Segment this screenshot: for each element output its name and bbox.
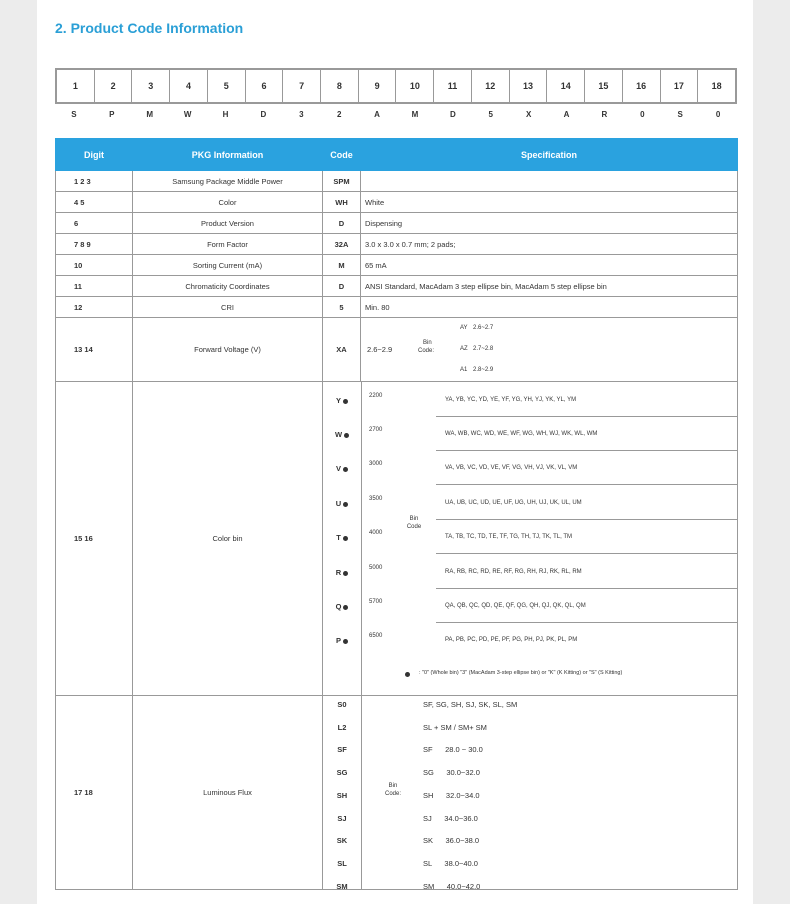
code-cell: M bbox=[323, 255, 361, 276]
luminous-flux-row bbox=[56, 696, 738, 890]
digit-index-cell: 2 bbox=[95, 70, 133, 102]
code-letter-cell: W bbox=[183, 110, 192, 119]
cb-code-letter: R bbox=[335, 568, 342, 577]
code-letter-cell: 3 bbox=[299, 110, 304, 119]
pkg-cell: Form Factor bbox=[133, 234, 323, 255]
cb-bin-label: Bin bbox=[409, 516, 419, 522]
digit-index-cell: 11 bbox=[434, 70, 472, 102]
lf-code: SG bbox=[336, 768, 348, 778]
cb-bins: WA, WB, WC, WD, WE, WF, WG, WH, WJ, WK, WL, WM bbox=[445, 431, 598, 437]
forward-voltage-row bbox=[56, 318, 738, 382]
header-spec: Specification bbox=[361, 139, 738, 171]
cb-code-letter: W bbox=[334, 430, 343, 439]
code-letter-cell: 0 bbox=[715, 110, 721, 119]
fv-bin-label: Bin bbox=[423, 340, 432, 346]
digit-cell: 17 18 bbox=[56, 696, 133, 890]
fv-bin-value: 2.8~2.9 bbox=[473, 367, 494, 373]
pkg-cell: Chromaticity Coordinates bbox=[133, 276, 323, 297]
table-row bbox=[56, 255, 738, 276]
digit-index-cell: 1 bbox=[57, 70, 95, 102]
pkg-cell: Color bbox=[133, 192, 323, 213]
digit-cell: 4 5 bbox=[56, 192, 133, 213]
spec-cell: 3.0 x 3.0 x 0.7 mm; 2 pads; bbox=[361, 234, 738, 255]
table-row bbox=[56, 297, 738, 318]
code-letter-cell: A bbox=[374, 110, 380, 119]
fv-bin-value: 2.6~2.7 bbox=[473, 325, 494, 331]
code-letter-cell: D bbox=[449, 110, 456, 119]
digit-index-cell: 8 bbox=[321, 70, 359, 102]
digit-cell: 10 bbox=[56, 255, 133, 276]
cb-separator bbox=[436, 416, 738, 417]
spec-cell: White bbox=[361, 192, 738, 213]
code-cell: WH bbox=[323, 192, 361, 213]
lf-code: L2 bbox=[337, 722, 347, 732]
cb-cct: 5700 bbox=[369, 599, 383, 605]
cb-separator bbox=[436, 588, 738, 589]
code-cell: 5 bbox=[323, 297, 361, 318]
cb-separator bbox=[436, 553, 738, 554]
code-letter-cell: P bbox=[109, 110, 115, 119]
pkg-cell: Forward Voltage (V) bbox=[133, 318, 323, 382]
spec-cell bbox=[361, 171, 738, 192]
table-header bbox=[56, 139, 738, 171]
cb-bins: RA, RB, RC, RD, RE, RF, RG, RH, RJ, RK, RL, RM bbox=[445, 569, 582, 575]
lf-bin-label-2: Code: bbox=[384, 791, 401, 797]
cb-cct: 6500 bbox=[369, 633, 383, 639]
code-letter-cell: M bbox=[411, 110, 419, 119]
digit-index-cell: 7 bbox=[283, 70, 321, 102]
lf-code: SM bbox=[336, 881, 348, 891]
digit-index-cell: 15 bbox=[585, 70, 623, 102]
pkg-cell: Luminous Flux bbox=[133, 696, 323, 890]
digit-cell: 12 bbox=[56, 297, 133, 318]
digit-cell: 13 14 bbox=[56, 318, 133, 382]
digit-cell: 15 16 bbox=[56, 382, 133, 696]
cb-cct: 4000 bbox=[369, 530, 383, 536]
table-row bbox=[56, 192, 738, 213]
fv-bin-code: A1 bbox=[460, 367, 468, 373]
cb-code bbox=[323, 430, 361, 439]
bullet-icon bbox=[343, 605, 348, 610]
code-letter-cell: D bbox=[260, 110, 267, 119]
digit-index-cell: 9 bbox=[359, 70, 397, 102]
code-divider bbox=[361, 696, 362, 889]
lf-spec: SM 40.0~42.0 bbox=[423, 881, 481, 891]
cb-note: : "0" (Whole bin) "3" (MacAdam 3-step ellipse bin) or "K" (K Kitting) or "S" (S Kitting) bbox=[419, 670, 623, 676]
luminous-flux-spec bbox=[323, 696, 738, 890]
lf-code: S0 bbox=[337, 700, 347, 709]
cb-cct: 2700 bbox=[369, 427, 383, 433]
digit-index-row bbox=[55, 68, 737, 104]
fv-bin-value: 2.7~2.8 bbox=[473, 346, 494, 352]
digit-index-cell: 14 bbox=[547, 70, 585, 102]
table-row bbox=[56, 276, 738, 297]
fv-bin-code: AY bbox=[460, 325, 468, 331]
digit-index-cell: 13 bbox=[510, 70, 548, 102]
lf-code: SJ bbox=[337, 813, 347, 823]
code-divider bbox=[361, 382, 362, 695]
code-letter-cell: X bbox=[525, 110, 532, 119]
cb-separator bbox=[436, 450, 738, 451]
code-letters-row bbox=[55, 110, 737, 124]
cb-bins: UA, UB, UC, UD, UE, UF, UG, UH, UJ, UK, UL, UM bbox=[445, 500, 582, 506]
table-row bbox=[56, 213, 738, 234]
lf-spec: SH 32.0~34.0 bbox=[423, 790, 480, 800]
pkg-cell: Samsung Package Middle Power bbox=[133, 171, 323, 192]
digit-index-cell: 6 bbox=[246, 70, 284, 102]
cb-code bbox=[323, 568, 361, 577]
spec-cell: 65 mA bbox=[361, 255, 738, 276]
bullet-icon bbox=[344, 433, 349, 438]
cb-code-letter: Y bbox=[335, 396, 341, 405]
bullet-icon bbox=[343, 639, 348, 644]
lf-spec: SG 30.0~32.0 bbox=[423, 768, 480, 778]
table-row bbox=[56, 171, 738, 192]
spec-cell: Min. 80 bbox=[361, 297, 738, 318]
cb-cct: 3500 bbox=[369, 496, 383, 502]
digit-index-cell: 18 bbox=[711, 81, 722, 91]
bullet-icon bbox=[405, 672, 410, 677]
product-code-table bbox=[55, 138, 738, 890]
cb-code bbox=[323, 533, 361, 542]
header-pkg: PKG Information bbox=[133, 139, 323, 171]
section-title: 2. Product Code Information bbox=[55, 20, 244, 36]
fv-bin-label-2: Code: bbox=[418, 348, 435, 354]
cb-separator bbox=[436, 622, 738, 623]
lf-code: SF bbox=[337, 745, 347, 755]
lf-code: SH bbox=[336, 790, 348, 800]
cb-bins: YA, YB, YC, YD, YE, YF, YG, YH, YJ, YK, YL, YM bbox=[445, 397, 577, 403]
code-letter-cell: H bbox=[222, 110, 229, 119]
table-row bbox=[56, 234, 738, 255]
pkg-cell: Sorting Current (mA) bbox=[133, 255, 323, 276]
code-cell: 32A bbox=[323, 234, 361, 255]
code-cell: D bbox=[323, 213, 361, 234]
code-letter-cell: 0 bbox=[640, 110, 645, 119]
lf-code: SL bbox=[337, 858, 347, 868]
color-bin-spec bbox=[323, 382, 738, 696]
bullet-icon bbox=[343, 536, 348, 541]
header-code: Code bbox=[323, 139, 361, 171]
code-letter-cell: M bbox=[146, 110, 154, 119]
left-margin bbox=[0, 0, 37, 904]
code-letter-cell: A bbox=[563, 110, 570, 119]
digit-index-cell: 10 bbox=[396, 70, 434, 102]
pkg-cell: Product Version bbox=[133, 213, 323, 234]
code-cell: SPM bbox=[323, 171, 361, 192]
digit-index-cell: 4 bbox=[170, 70, 208, 102]
cb-code-letter: T bbox=[336, 533, 341, 542]
lf-spec: SL 38.0~40.0 bbox=[423, 858, 478, 868]
pkg-cell: CRI bbox=[133, 297, 323, 318]
pkg-cell: Color bin bbox=[133, 382, 323, 696]
right-margin bbox=[753, 0, 790, 904]
cb-code-letter: V bbox=[335, 464, 341, 473]
fv-spec-cell bbox=[361, 318, 738, 382]
cb-code bbox=[323, 464, 361, 473]
code-cell: D bbox=[323, 276, 361, 297]
header-digit: Digit bbox=[56, 139, 133, 171]
cb-code bbox=[323, 396, 361, 405]
cb-separator bbox=[436, 484, 738, 485]
lf-spec: SK 36.0~38.0 bbox=[423, 836, 480, 846]
cb-bins: TA, TB, TC, TD, TE, TF, TG, TH, TJ, TK, TL, TM bbox=[445, 534, 573, 540]
cb-bins: QA, QB, QC, QD, QE, QF, QG, QH, QJ, QK, QL, QM bbox=[445, 603, 586, 609]
digit-index-cell: 12 bbox=[472, 70, 510, 102]
digit-index-cell: 5 bbox=[208, 70, 246, 102]
lf-bin-label: Bin bbox=[388, 783, 398, 789]
cb-cct: 5000 bbox=[369, 565, 383, 571]
cb-cct: 2200 bbox=[369, 393, 383, 399]
digit-cell: 11 bbox=[56, 276, 133, 297]
digit-cell: 6 bbox=[56, 213, 133, 234]
code-letter-cell: R bbox=[601, 110, 608, 119]
color-bin-row bbox=[56, 382, 738, 696]
lf-spec: SF 28.0 ~ 30.0 bbox=[423, 745, 483, 755]
cb-code-letter: U bbox=[335, 499, 342, 508]
cb-separator bbox=[436, 519, 738, 520]
cb-code-letter: Q bbox=[335, 602, 342, 611]
bullet-icon bbox=[343, 571, 348, 576]
lf-spec: SF, SG, SH, SJ, SK, SL, SM bbox=[423, 700, 518, 709]
code-letter-cell: S bbox=[71, 110, 77, 119]
cb-bins: PA, PB, PC, PD, PE, PF, PG, PH, PJ, PK, PL, PM bbox=[445, 637, 578, 643]
cb-bins: VA, VB, VC, VD, VE, VF, VG, VH, VJ, VK, VL, VM bbox=[445, 465, 578, 471]
lf-spec: SL + SM / SM+ SM bbox=[423, 722, 487, 732]
cb-code bbox=[323, 602, 361, 611]
fv-bin-code: AZ bbox=[460, 346, 468, 352]
fv-range: 2.6~2.9 bbox=[367, 345, 393, 354]
digit-index-cell: 17 bbox=[661, 70, 699, 102]
cb-code-letter: P bbox=[335, 636, 341, 645]
lf-code: SK bbox=[336, 836, 348, 846]
code-letter-cell: 2 bbox=[336, 110, 342, 119]
lf-spec: SJ 34.0~36.0 bbox=[423, 813, 478, 823]
bullet-icon bbox=[343, 467, 348, 472]
digit-cell: 1 2 3 bbox=[56, 171, 133, 192]
digit-index-cell: 3 bbox=[132, 70, 170, 102]
cb-code bbox=[323, 636, 361, 645]
bullet-icon bbox=[343, 399, 348, 404]
code-letter-cell: 5 bbox=[488, 110, 493, 119]
code-letter-cell: S bbox=[677, 110, 683, 119]
cb-bin-label-2: Code bbox=[406, 524, 422, 530]
digit-index-cell: 16 bbox=[623, 70, 661, 102]
spec-cell: Dispensing bbox=[361, 213, 738, 234]
code-cell: XA bbox=[323, 318, 361, 382]
cb-cct: 3000 bbox=[369, 461, 383, 467]
digit-cell: 7 8 9 bbox=[56, 234, 133, 255]
cb-code bbox=[323, 499, 361, 508]
bullet-icon bbox=[343, 502, 348, 507]
spec-cell: ANSI Standard, MacAdam 3 step ellipse bin, MacAdam 5 step ellipse bin bbox=[361, 276, 738, 297]
